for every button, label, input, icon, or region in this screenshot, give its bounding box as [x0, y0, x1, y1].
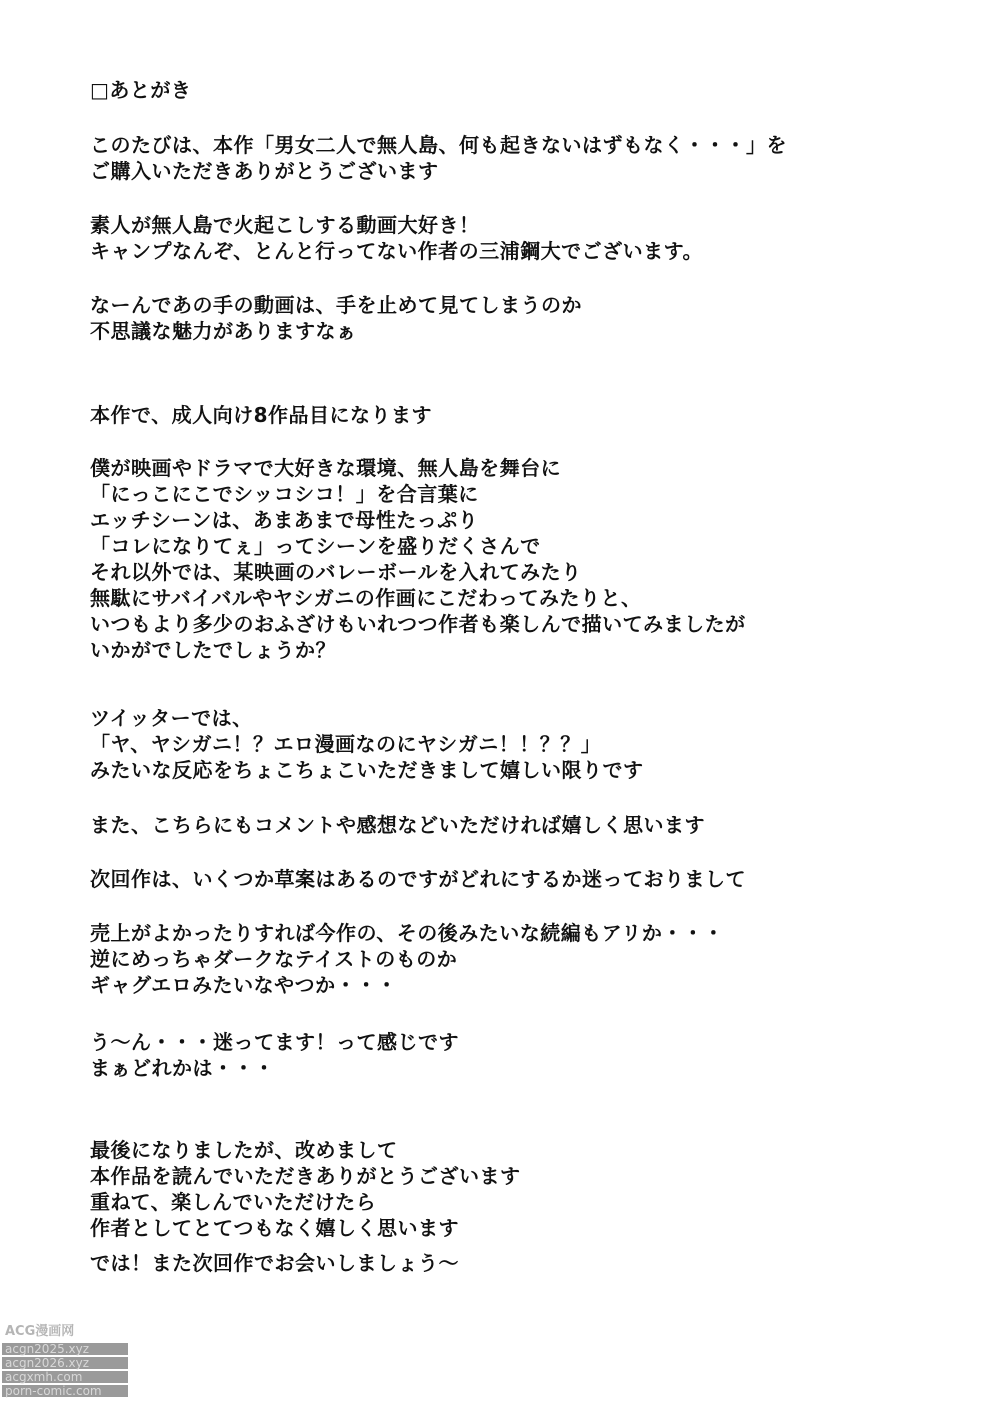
text-line: 素人が無人島で火起こしする動画大好き！ [90, 213, 480, 237]
text-line: う～ん・・・迷ってます！って感じです [90, 1030, 459, 1054]
text-line: ご購入いただきありがとうございます [90, 159, 439, 183]
text-line: いつもより多少のおふざけもいれつつ作者も楽しんで描いてみましたが [90, 612, 746, 636]
text-line: 「コレになりてぇ」ってシーンを盛りだくさんで [90, 534, 541, 558]
text-line: このたびは、本作「男女二人で無人島、何も起きないはずもなく・・・」を [90, 133, 787, 157]
text-line: いかがでしたでしょうか？ [90, 638, 336, 662]
text-line: ツイッターでは、 [90, 706, 253, 730]
heading-text: □あとがき [90, 78, 192, 102]
text-line: 無駄にサバイバルやヤシガニの作画にこだわってみたりと、 [90, 586, 642, 610]
paragraph-ideas [90, 920, 970, 998]
paragraph-undecided [90, 1029, 970, 1081]
text-line: 重ねて、楽しんでいただけたら [90, 1190, 377, 1214]
paragraph-thanks [90, 132, 970, 184]
paragraph-next-work [90, 866, 970, 892]
watermark-url: acgxmh.com [2, 1371, 128, 1383]
paragraph-videos [90, 292, 970, 344]
text-line: 本作品を読んでいただきありがとうございます [90, 1164, 521, 1188]
watermark-logo: ACG漫画网 [5, 1324, 75, 1339]
text-line: ギャグエロみたいなやつか・・・ [90, 973, 398, 997]
text-line: それ以外では、某映画のバレーボールを入れてみたり [90, 560, 582, 584]
paragraph-self-intro [90, 212, 970, 264]
text-line: 「にっこにこでシッコシコ！」を合言葉に [90, 482, 479, 506]
text-line: みたいな反応をちょこちょこいただきまして嬉しい限りです [90, 758, 644, 782]
text-line: 作者としてとてつもなく嬉しく思います [90, 1216, 459, 1240]
watermark-url: acgn2025.xyz [2, 1343, 128, 1355]
text-line: 本作で、成人向け8作品目になります [90, 403, 433, 427]
paragraph-eighth-work [90, 402, 970, 428]
text-line: キャンプなんぞ、とんと行ってない作者の三浦鋼大でございます。 [90, 239, 703, 263]
text-line: また、こちらにもコメントや感想などいただければ嬉しく思います [90, 813, 705, 837]
paragraph-closing [90, 1137, 970, 1241]
text-line: 逆にめっちゃダークなテイストのものか [90, 947, 458, 971]
text-line: 「ヤ、ヤシガニ！？エロ漫画なのにヤシガニ！！？？」 [90, 732, 602, 756]
text-line: まぁどれかは・・・ [90, 1056, 275, 1080]
text-line: なーんであの手の動画は、手を止めて見てしまうのか [90, 293, 582, 317]
text-line: 僕が映画やドラマで大好きな環境、無人島を舞台に [90, 456, 562, 480]
paragraph-setting [90, 455, 970, 663]
text-line: では！また次回作でお会いしましょう～ [90, 1251, 459, 1275]
afterword-heading [90, 77, 970, 103]
text-line: エッチシーンは、あまあまで母性たっぷり [90, 508, 479, 532]
paragraph-twitter [90, 705, 970, 783]
text-line: 最後になりましたが、改めまして [90, 1138, 398, 1162]
text-line: 売上がよかったりすれば今作の、その後みたいな続編もアリか・・・ [90, 921, 724, 945]
paragraph-farewell [90, 1250, 970, 1276]
watermark-url: acgn2026.xyz [2, 1357, 128, 1369]
paragraph-comments [90, 812, 970, 838]
watermark-url: porn-comic.com [2, 1385, 128, 1397]
text-line: 不思議な魅力がありますなぁ [90, 319, 357, 343]
text-line: 次回作は、いくつか草案はあるのですがどれにするか迷っておりまして [90, 867, 746, 891]
